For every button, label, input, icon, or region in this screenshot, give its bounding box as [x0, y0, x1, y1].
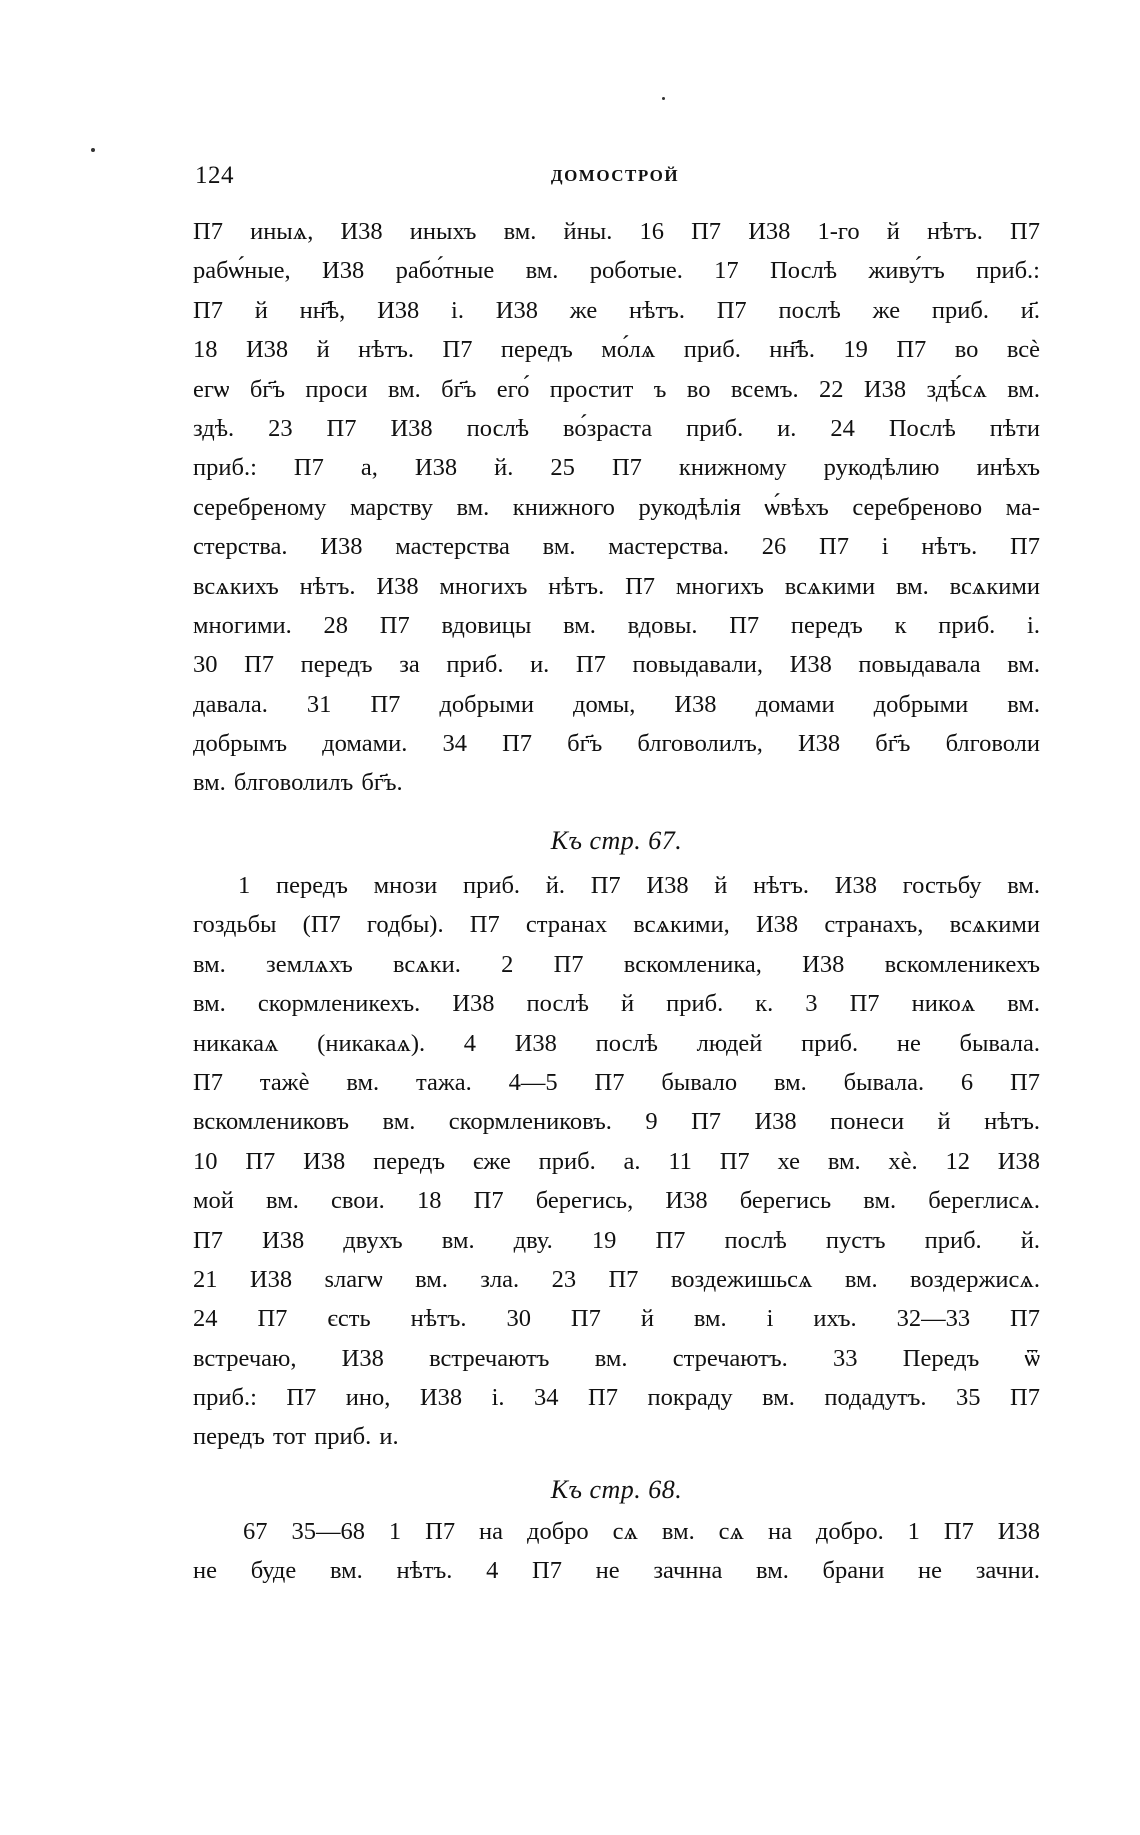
- text-line: серебреному марству вм. книжного рукодѣлія ѡ́вѣхъ серебреново ма-: [193, 493, 1040, 521]
- text-line: вм. блговолилъ бг҃ъ.: [193, 769, 403, 797]
- text-line: встречаю, И38 встречаютъ вм. стречаютъ. 33 Передъ ѿ: [193, 1344, 1040, 1372]
- text-line: вм. скормленикехъ. И38 послѣ й приб. к. 3 П7 никоѧ вм.: [193, 990, 1040, 1018]
- text-line: гоздьбы (П7 годбы). П7 странах всѧкими, И38 странахъ, всѧкими: [193, 911, 1040, 939]
- text-line: здѣ. 23 П7 И38 послѣ во́зраста приб. и. 24 Послѣ пѣти: [193, 414, 1040, 442]
- text-line: приб.: П7 ино, И38 і. 34 П7 покраду вм. подадутъ. 35 П7: [193, 1384, 1040, 1412]
- text-line: стерства. И38 мастерства вм. мастерства. 26 П7 і нѣтъ. П7: [193, 533, 1040, 561]
- text-line: добрымъ домами. 34 П7 бг҃ъ блговолилъ, И38 бг҃ъ блговоли: [193, 730, 1040, 758]
- text-line: многими. 28 П7 вдовицы вм. вдовы. П7 передъ к приб. і.: [193, 611, 1040, 639]
- speck-mark: [91, 148, 95, 152]
- text-line: П7 иныѧ, И38 иныхъ вм. йны. 16 П7 И38 1-го й нѣтъ. П7: [193, 218, 1040, 245]
- section-heading-page-67: Къ стр. 67.: [550, 826, 683, 855]
- text-line: вскомлениковъ вм. скормлениковъ. 9 П7 И38 понеси й нѣтъ.: [193, 1108, 1040, 1136]
- page-number: 124: [195, 162, 234, 189]
- text-line: приб.: П7 а, И38 й. 25 П7 книжному рукодѣлию инѣхъ: [193, 454, 1040, 482]
- text-line: 30 П7 передъ за приб. и. П7 повыдавали, И38 повыдавала вм.: [193, 651, 1040, 679]
- notes-block-page-68: [193, 1512, 1040, 1591]
- text-line: 1 передъ мнози приб. й. П7 И38 й нѣтъ. И38 гостьбу вм.: [238, 872, 1040, 899]
- text-line: всѧкихъ нѣтъ. И38 многихъ нѣтъ. П7 многихъ всѧкими вм. всѧкими: [193, 572, 1040, 600]
- text-line: 21 И38 ѕлагѡ вм. зла. 23 П7 воздежишьсѧ вм. воздержисѧ.: [193, 1265, 1040, 1293]
- text-line: 10 П7 И38 передъ єже приб. а. 11 П7 хе вм. хѐ. 12 И38: [193, 1147, 1040, 1175]
- notes-block-continued: [193, 212, 1040, 803]
- text-line: вм. землѧхъ всѧки. 2 П7 вскомленика, И38 вскомленикехъ: [193, 950, 1040, 978]
- section-heading-page-68: Къ стр. 68.: [550, 1475, 683, 1504]
- text-line: мой вм. свои. 18 П7 берегись, И38 берегись вм. береглисѧ.: [193, 1187, 1040, 1215]
- text-line: передъ тот приб. и.: [193, 1423, 399, 1451]
- text-line: 18 И38 й нѣтъ. П7 передъ мо́лѧ приб. нн҃ѣ. 19 П7 во всѐ: [193, 336, 1040, 364]
- text-line: давала. 31 П7 добрыми домы, И38 домами добрыми вм.: [193, 690, 1040, 718]
- text-line: 67 35—68 1 П7 на добро сѧ вм. сѧ на добро. 1 П7 И38: [243, 1518, 1040, 1545]
- text-line: П7 тажѐ вм. тажа. 4—5 П7 бывало вм. бывала. 6 П7: [193, 1068, 1040, 1096]
- text-line: никакаѧ (никакаѧ). 4 И38 послѣ людей приб. не бывала.: [193, 1029, 1040, 1057]
- text-line: П7 И38 двухъ вм. дву. 19 П7 послѣ пустъ приб. й.: [193, 1226, 1040, 1254]
- text-line: рабѡ́ные, И38 рабо́тные вм. роботые. 17 Послѣ живу́тъ приб.:: [193, 257, 1040, 285]
- text-line: П7 й нн҃ѣ, И38 і. И38 же нѣтъ. П7 послѣ же приб. и҃.: [193, 296, 1040, 324]
- running-head: ДОМОСТРОЙ: [550, 166, 680, 185]
- text-line: не буде вм. нѣтъ. 4 П7 не зачнна вм. брани не зачни.: [193, 1557, 1040, 1585]
- text-line: егѡ бг҃ъ проси вм. бг҃ъ его́ простит ъ во всемъ. 22 И38 здѣ́сѧ вм.: [193, 375, 1040, 403]
- notes-block-page-67: [193, 866, 1040, 1457]
- speck-mark: [662, 97, 665, 100]
- text-line: 24 П7 єсть нѣтъ. 30 П7 й вм. і ихъ. 32—33 П7: [193, 1305, 1040, 1333]
- page-header: [195, 162, 1035, 196]
